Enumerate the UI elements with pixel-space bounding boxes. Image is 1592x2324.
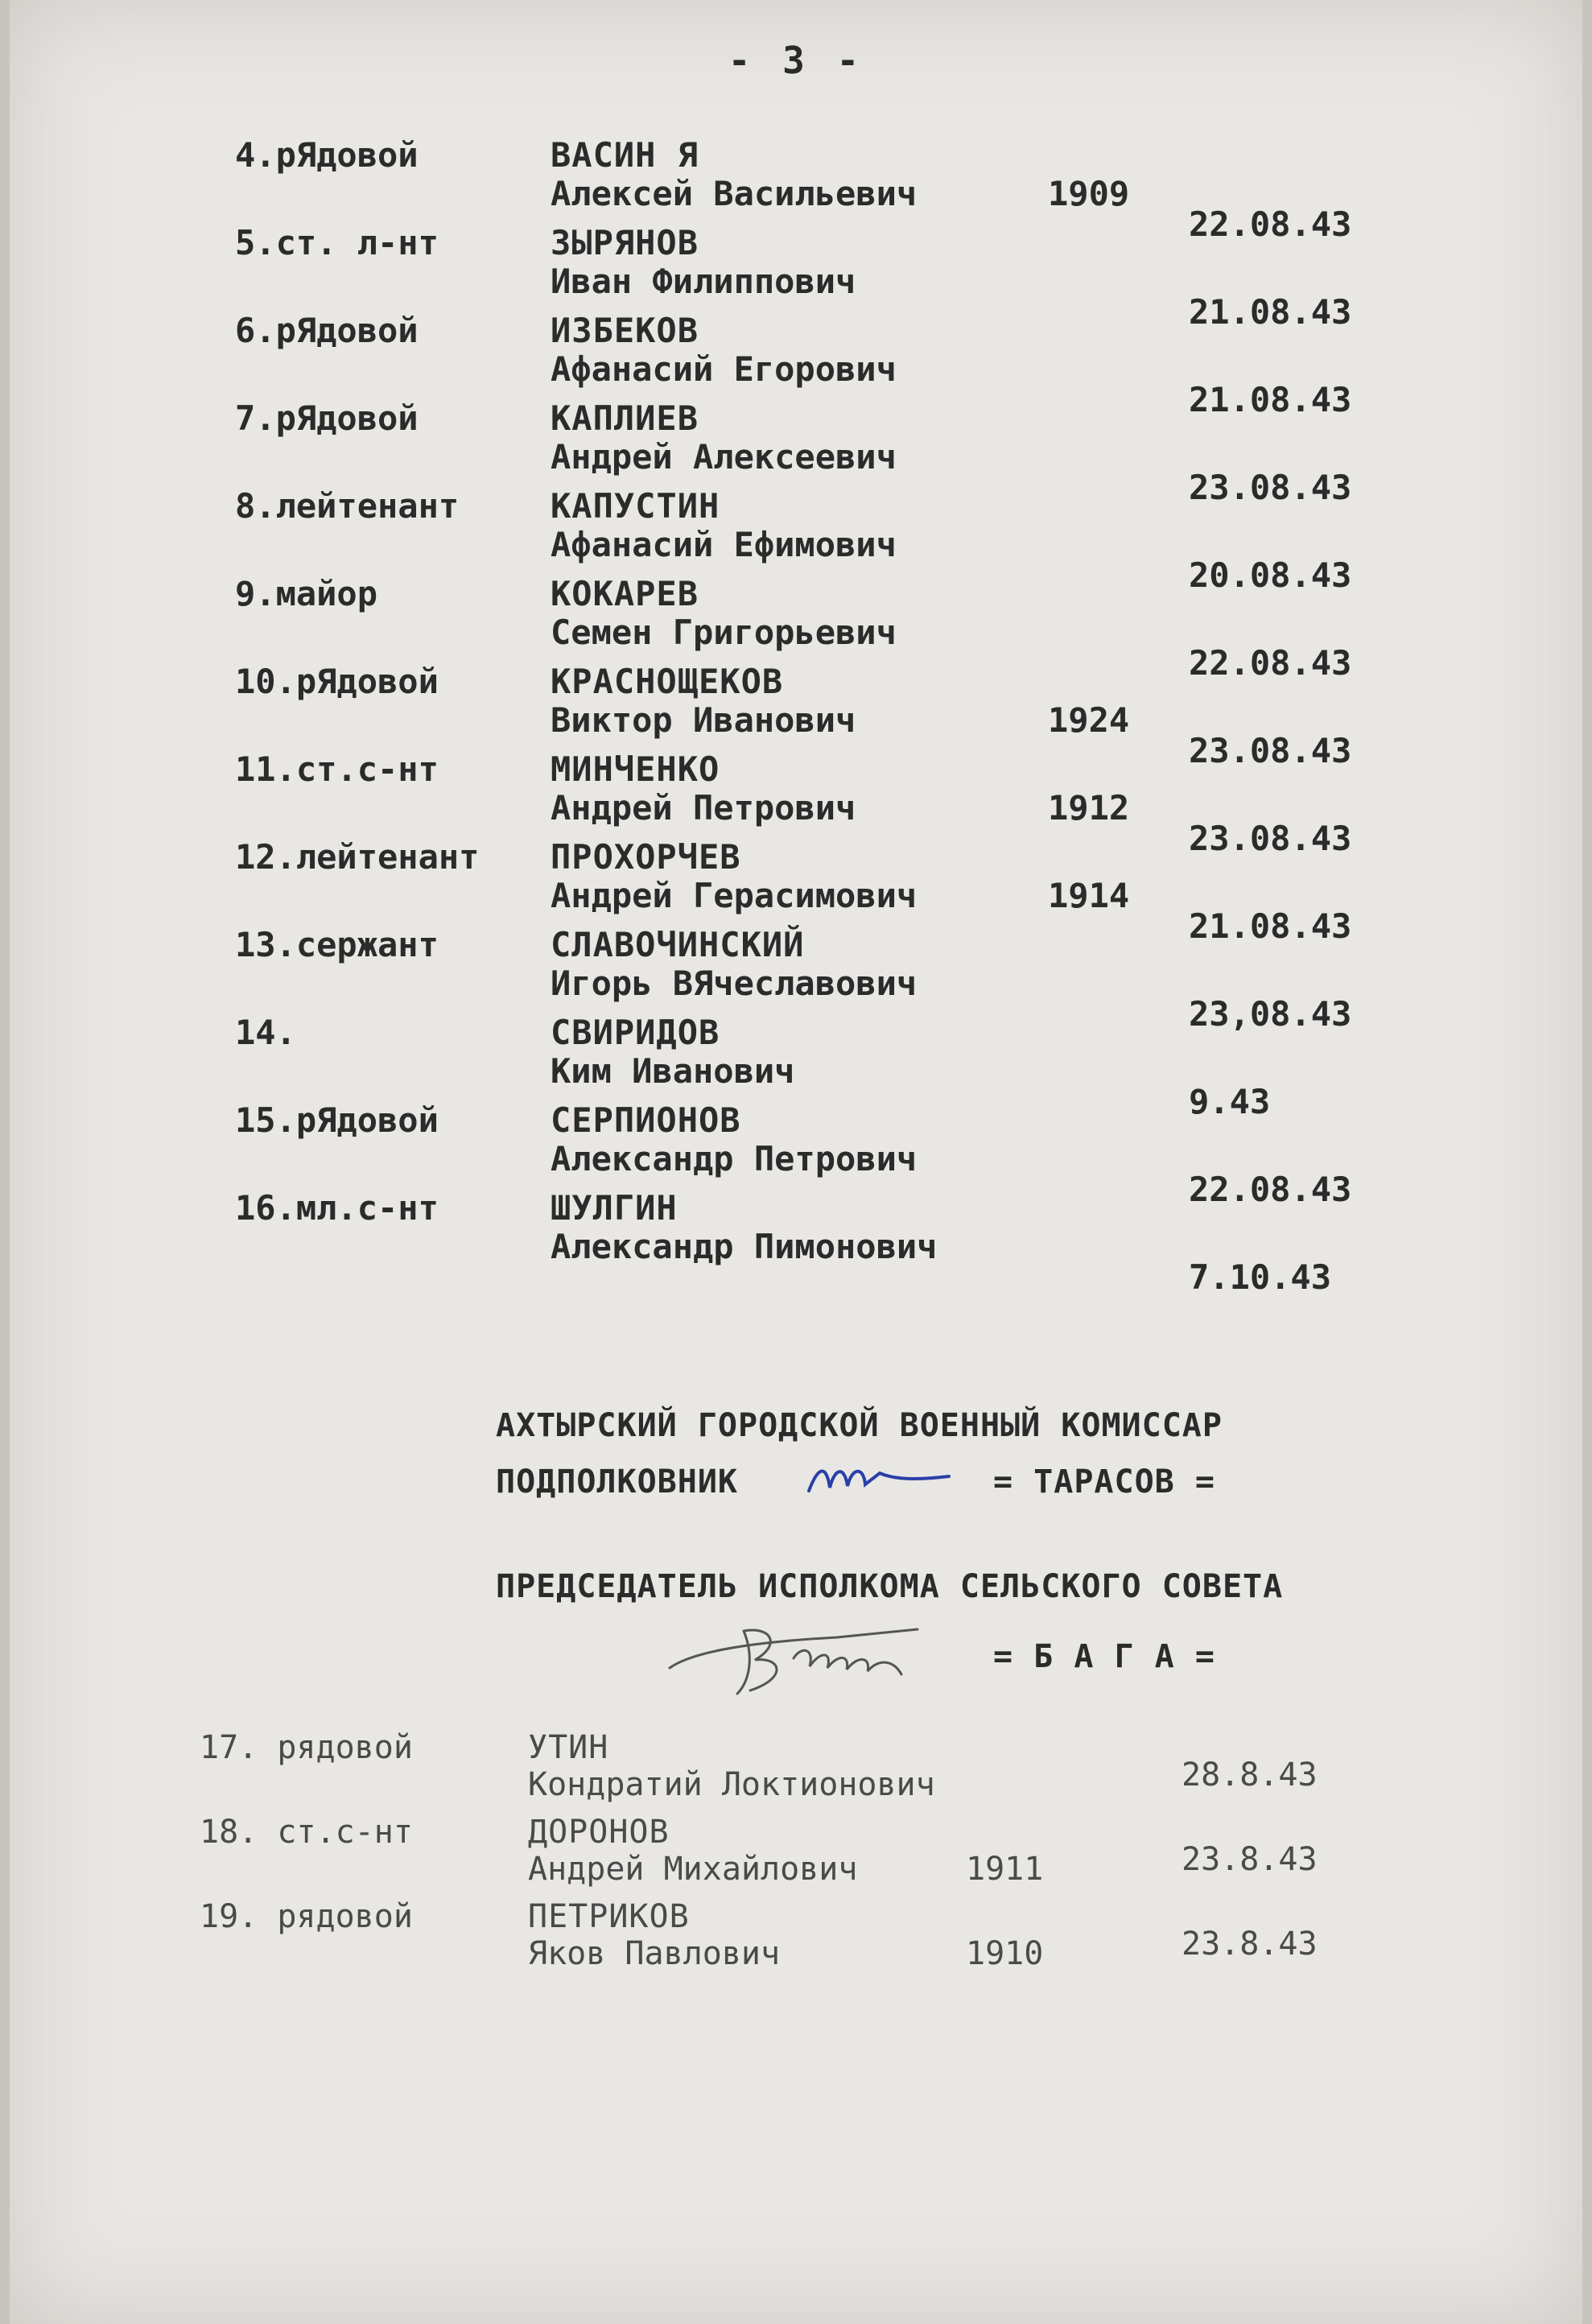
rank-number-label: 10.рЯдовой bbox=[235, 662, 439, 701]
surname-label: КРАСНОЩЕКОВ bbox=[551, 662, 784, 701]
commissar-signature bbox=[802, 1449, 955, 1505]
death-date-label: 23.08.43 bbox=[1189, 731, 1352, 770]
given-name-label: Афанасий Ефимович bbox=[551, 525, 897, 564]
death-date-label: 23,08.43 bbox=[1189, 994, 1352, 1034]
surname-label: КАПУСТИН bbox=[551, 486, 720, 526]
page-number: - 3 - bbox=[728, 39, 864, 82]
birth-year-label: 1909 bbox=[1048, 174, 1130, 213]
rank-number-label: 17. рядовой bbox=[200, 1729, 413, 1766]
given-name-label: Александр Петрович bbox=[551, 1139, 918, 1179]
death-date-label: 7.10.43 bbox=[1189, 1257, 1332, 1297]
rank-number-label: 7.рЯдовой bbox=[235, 398, 419, 438]
given-name-label: Андрей Алексеевич bbox=[551, 437, 897, 477]
rank-number-label: 19. рядовой bbox=[200, 1898, 413, 1935]
rank-number-label: 14. bbox=[235, 1013, 296, 1052]
death-date-label: 9.43 bbox=[1189, 1082, 1271, 1121]
surname-label: МИНЧЕНКО bbox=[551, 749, 720, 789]
surname-label: СЕРПИОНОВ bbox=[551, 1100, 741, 1140]
rank-number-label: 4.рЯдовой bbox=[235, 135, 419, 175]
surname-label: КОКАРЕВ bbox=[551, 574, 699, 613]
rank-number-label: 12.лейтенант bbox=[235, 837, 480, 877]
rank-number-label: 9.майор bbox=[235, 574, 378, 613]
death-date-label: 22.08.43 bbox=[1189, 1170, 1352, 1209]
birth-year-label: 1924 bbox=[1048, 700, 1130, 740]
surname-label: СЛАВОЧИНСКИЙ bbox=[551, 925, 805, 964]
surname-label: ДОРОНОВ bbox=[528, 1814, 670, 1851]
surname-label: ВАСИН Я bbox=[551, 135, 699, 175]
surname-label: ПЕТРИКОВ bbox=[528, 1898, 690, 1935]
death-date-label: 20.08.43 bbox=[1189, 555, 1352, 595]
rank-number-label: 6.рЯдовой bbox=[235, 311, 419, 350]
death-date-label: 23.08.43 bbox=[1189, 468, 1352, 507]
death-date-label: 28.8.43 bbox=[1182, 1756, 1318, 1794]
death-date-label: 21.08.43 bbox=[1189, 380, 1352, 419]
death-date-label: 23.8.43 bbox=[1182, 1926, 1318, 1963]
given-name-label: Андрей Петрович bbox=[551, 788, 856, 828]
rank-number-label: 11.ст.с-нт bbox=[235, 749, 439, 789]
given-name-label: Игорь ВЯчеславович bbox=[551, 964, 918, 1003]
given-name-label: Иван Филиппович bbox=[551, 262, 856, 301]
given-name-label: Александр Пимонович bbox=[551, 1227, 938, 1266]
given-name-label: Виктор Иванович bbox=[551, 700, 856, 740]
surname-label: УТИН bbox=[528, 1729, 609, 1766]
given-name-label: Яков Павлович bbox=[528, 1935, 781, 1972]
given-name-label: Алексей Васильевич bbox=[551, 174, 918, 213]
death-date-label: 22.08.43 bbox=[1189, 643, 1352, 683]
commissar-name: = ТАРАСОВ = bbox=[993, 1463, 1215, 1500]
surname-label: ИЗБЕКОВ bbox=[551, 311, 699, 350]
document-page bbox=[10, 0, 1582, 2324]
chairman-signature bbox=[660, 1610, 950, 1707]
given-name-label: Андрей Михайлович bbox=[528, 1851, 858, 1888]
birth-year-label: 1912 bbox=[1048, 788, 1130, 828]
surname-label: ШУЛГИН bbox=[551, 1188, 678, 1228]
surname-label: ПРОХОРЧЕВ bbox=[551, 837, 741, 877]
surname-label: ЗЫРЯНОВ bbox=[551, 223, 699, 262]
given-name-label: Семен Григорьевич bbox=[551, 613, 897, 652]
death-date-label: 21.08.43 bbox=[1189, 292, 1352, 332]
given-name-label: Ким Иванович bbox=[551, 1051, 795, 1091]
given-name-label: Кондратий Локтионович bbox=[528, 1766, 935, 1803]
commissar-rank: ПОДПОЛКОВНИК bbox=[496, 1463, 738, 1500]
death-date-label: 21.08.43 bbox=[1189, 906, 1352, 946]
surname-label: СВИРИДОВ bbox=[551, 1013, 720, 1052]
death-date-label: 23.8.43 bbox=[1182, 1841, 1318, 1878]
surname-label: КАПЛИЕВ bbox=[551, 398, 699, 438]
chairman-name: = Б А Г А = bbox=[993, 1638, 1215, 1675]
chairman-title: ПРЕДСЕДАТЕЛЬ ИСПОЛКОМА СЕЛЬСКОГО СОВЕТА bbox=[496, 1568, 1284, 1605]
rank-number-label: 18. ст.с-нт bbox=[200, 1814, 413, 1851]
death-date-label: 23.08.43 bbox=[1189, 819, 1352, 858]
rank-number-label: 16.мл.с-нт bbox=[235, 1188, 439, 1228]
rank-number-label: 15.рЯдовой bbox=[235, 1100, 439, 1140]
birth-year-label: 1914 bbox=[1048, 876, 1130, 915]
death-date-label: 22.08.43 bbox=[1189, 204, 1352, 244]
rank-number-label: 13.сержант bbox=[235, 925, 439, 964]
birth-year-label: 1910 bbox=[966, 1935, 1044, 1972]
given-name-label: Афанасий Егорович bbox=[551, 349, 897, 389]
rank-number-label: 8.лейтенант bbox=[235, 486, 460, 526]
rank-number-label: 5.ст. л-нт bbox=[235, 223, 439, 262]
given-name-label: Андрей Герасимович bbox=[551, 876, 918, 915]
birth-year-label: 1911 bbox=[966, 1851, 1044, 1888]
commissar-title: АХТЫРСКИЙ ГОРОДСКОЙ ВОЕННЫЙ КОМИССАР bbox=[496, 1407, 1223, 1444]
